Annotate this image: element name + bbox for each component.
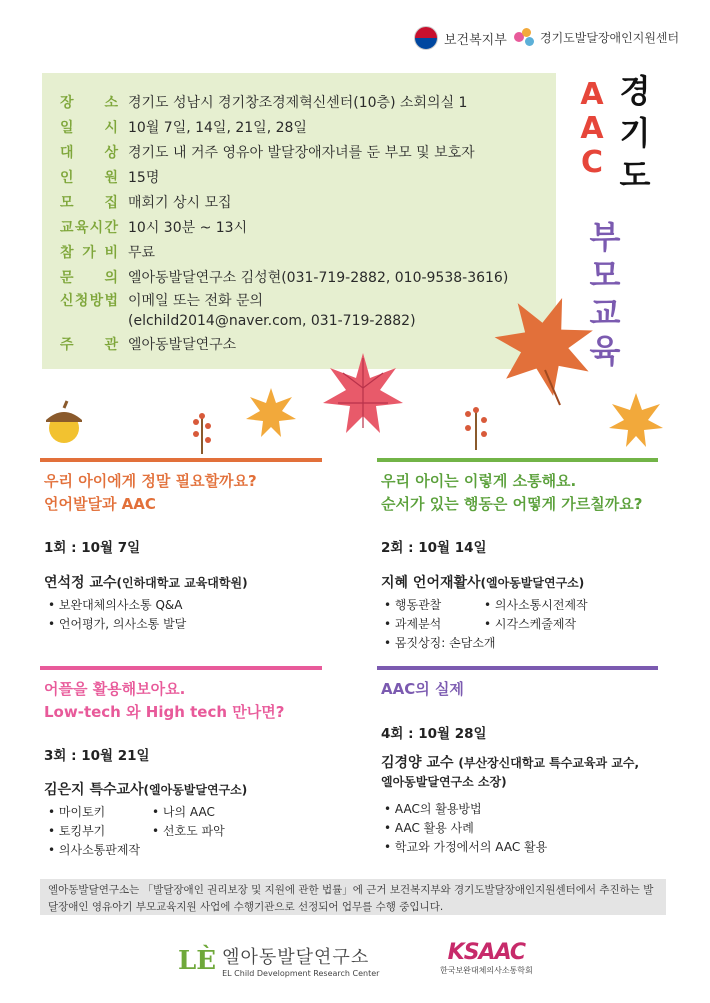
berry-branch-icon [456,402,496,452]
info-row [60,291,263,311]
info-row [60,311,416,331]
people-icon [514,26,536,48]
info-row [60,193,232,213]
session-1-topics [48,596,186,634]
footer-note: 엘아동발달연구소는 「발달장애인 권리보장 및 지원에 관한 법률」에 근거 보건복지부와 경기도발달장애인지원센터에서 추진하는 발달장애인 영유아기 부모교육지원 사업에 수행기관으로 선정되어 업무를 수행 중입니다. [40,879,666,915]
topic-item: • 시각스케줄제작 [484,615,588,634]
speaker-name: 연석정 교수 [44,575,117,591]
info-row [60,93,467,113]
info-value: 엘아동발달연구소 김성현(031-719-2882, 010-9538-3616) [128,270,509,286]
ministry-name: 보건복지부 [444,32,507,48]
session-1-speaker [44,572,248,592]
info-label: 교 육 시 간 [60,220,118,236]
info-row [60,143,475,163]
center-logo [514,26,679,48]
session-2-topics-left [384,596,496,653]
el-name: 엘아동발달연구소 [222,947,370,968]
el-child-logo [178,943,379,978]
ksaac-name: 한국보완대체의사소통학회 [440,966,533,975]
topic-item: • 의사소통시전제작 [484,596,588,615]
session-title-line: AAC의 실제 [381,680,464,698]
info-value: (elchild2014@naver.com, 031-719-2882) [128,313,416,329]
info-label: 인 원 [60,170,118,186]
topic-item: • 언어평가, 의사소통 발달 [48,615,186,634]
topic-item: • 보완대체의사소통 Q&A [48,596,186,615]
title-letter: 도 [619,156,651,194]
topic-item: • 의사소통판제작 [48,841,140,860]
info-value: 경기도 성남시 경기창조경제혁신센터(10층) 소회의실 1 [128,95,468,111]
info-row [60,168,159,188]
info-value: 무료 [128,245,156,261]
info-row [60,335,236,355]
maple-leaf-icon [318,348,408,443]
session-2-topics-right [484,596,588,634]
taegeuk-icon [414,26,438,50]
topic-item: • AAC 활용 사례 [384,819,547,838]
center-name: 경기도발달장애인지원센터 [540,30,680,45]
title-letter: 기 [619,114,651,152]
info-value: 10시 30분 ~ 13시 [128,220,248,236]
info-row [60,243,155,263]
session-4-title [381,678,464,701]
session-1-date: 1회 : 10월 7일 [44,540,141,556]
session-title-line: Low-tech 와 High tech 만나면? [44,703,285,721]
session-1-title [44,470,257,516]
session-3-speaker [44,779,247,799]
info-row [60,218,247,238]
session-2-title [381,470,642,516]
speaker-affiliation: (부산장신대학교 특수교육과 교수, [458,756,640,770]
maple-leaf-icon [490,290,600,410]
topic-item: • AAC의 활용방법 [384,800,547,819]
event-info-box [42,73,556,369]
info-value: 15명 [128,170,160,186]
ministry-logo [414,26,507,50]
session-title-line: 순서가 있는 행동은 어떻게 가르칠까요? [381,495,643,513]
title-letter: A [580,77,604,112]
session-3-date: 3회 : 10월 21일 [44,748,150,764]
info-label: 일 시 [60,120,118,136]
title-letter: A [580,111,604,146]
info-row [60,268,508,288]
speaker-affiliation: 엘아동발달연구소 소장) [381,775,507,789]
session-2-date: 2회 : 10월 14일 [381,540,487,556]
topic-item: • 행동관찰 [384,596,496,615]
ksaac-logo [440,940,533,976]
maple-leaf-icon [606,390,666,450]
info-label: 주 관 [60,337,118,353]
info-row [60,118,307,138]
speaker-name: 지혜 언어재활사 [381,575,481,591]
acorn-icon [40,398,88,448]
topic-item: • 토킹부기 [48,822,140,841]
info-label: 대 상 [60,145,118,161]
info-label: 장 소 [60,95,118,111]
title-letter: C [580,145,604,180]
title-aac [572,78,612,180]
session-title-line: 우리 아이는 이렇게 소통해요. [381,472,577,490]
topic-item: • 몸짓상징: 손담소개 [384,634,496,653]
title-letter: 교 [589,294,621,332]
info-value: 경기도 내 거주 영유아 발달장애자녀를 둔 부모 및 보호자 [128,145,475,161]
speaker-name: 김은지 특수교사 [44,782,144,798]
el-subtitle: EL Child Development Research Center [222,969,380,978]
topic-item: • 마이토키 [48,803,140,822]
title-letter: 경 [619,72,651,110]
topic-item: • 과제분석 [384,615,496,634]
session-3-topics-right [152,803,225,841]
title-letter: 모 [589,256,621,294]
session-title-line: 어플을 활용해보아요. [44,680,186,698]
session-3-topics-left [48,803,140,860]
info-label: 신 청 방 법 [60,293,118,309]
el-mark: LÈ [178,945,217,976]
info-label: 문 의 [60,270,118,286]
session-4-topics [384,800,547,857]
info-value: 매회기 상시 모집 [128,195,232,211]
section-divider [377,666,658,670]
berry-branch-icon [186,410,218,455]
session-4-speaker [381,754,639,792]
info-value: 이메일 또는 전화 문의 [128,293,264,309]
section-divider [377,458,658,462]
topic-item: • 학교와 가정에서의 AAC 활용 [384,838,547,857]
title-letter: 부 [589,218,621,256]
section-divider [40,666,322,670]
topic-item: • 나의 AAC [152,803,225,822]
session-title-line: 언어발달과 AAC [44,495,156,513]
maple-leaf-icon [244,385,299,440]
topic-item: • 선호도 파악 [152,822,225,841]
session-3-title [44,678,284,724]
title-region [612,70,658,196]
section-divider [40,458,322,462]
info-label: 모 집 [60,195,118,211]
speaker-affiliation: (엘아동발달연구소) [143,783,248,797]
speaker-affiliation: (엘아동발달연구소) [480,576,585,590]
info-label: 참 가 비 [60,245,118,261]
ksaac-mark: KSAAC [447,940,526,965]
info-value: 엘아동발달연구소 [128,337,237,353]
session-title-line: 우리 아이에게 정말 필요할까요? [44,472,257,490]
info-value: 10월 7일, 14일, 21일, 28일 [128,120,307,136]
speaker-affiliation: (인하대학교 교육대학원) [116,576,248,590]
session-2-speaker [381,572,584,592]
title-letter: 육 [589,332,621,370]
speaker-name: 김경양 교수 [381,755,454,771]
session-4-date: 4회 : 10월 28일 [381,726,487,742]
